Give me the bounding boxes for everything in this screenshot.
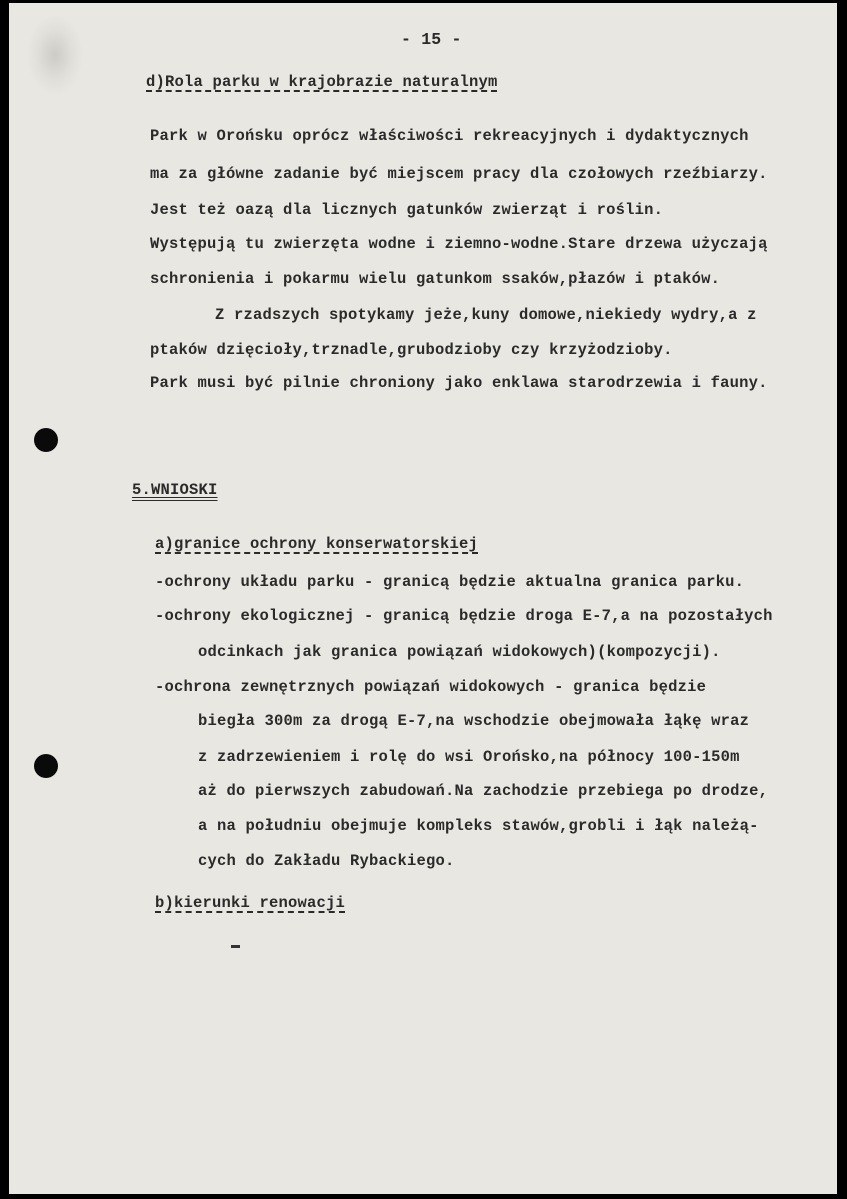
punch-hole-bottom	[34, 754, 58, 778]
paragraph-line: Jest też oazą dla licznych gatunków zwierząt i roślin.	[150, 201, 664, 219]
paragraph-line: Występują tu zwierzęta wodne i ziemno-wodne.Stare drzewa użyczają	[150, 235, 768, 253]
paragraph-line: Z rzadszych spotykamy jeże,kuny domowe,niekiedy wydry,a z	[215, 306, 757, 324]
paragraph-line: ptaków dzięcioły,trznadle,grubodzioby czy krzyżodzioby.	[150, 341, 673, 359]
dash-mark	[231, 945, 240, 948]
section-5-heading: 5.WNIOSKI	[132, 481, 218, 499]
subsection-a-heading: a)granice ochrony konserwatorskiej	[155, 535, 479, 553]
page-number: - 15 -	[401, 30, 462, 49]
paragraph-line: Park w Orońsku oprócz właściwości rekreacyjnych i dydaktycznych	[150, 127, 749, 145]
list-line: -ochrony ekologicznej - granicą będzie droga E-7,a na pozostałych	[155, 607, 773, 625]
list-line: z zadrzewieniem i rolę do wsi Orońsko,na północy 100-150m	[198, 748, 740, 766]
subsection-b-heading: b)kierunki renowacji	[155, 894, 346, 912]
list-line: biegła 300m za drogą E-7,na wschodzie obejmowała łąkę wraz	[198, 712, 750, 730]
list-line: -ochrony układu parku - granicą będzie aktualna granica parku.	[155, 573, 745, 591]
paragraph-line: schronienia i pokarmu wielu gatunkom ssaków,płazów i ptaków.	[150, 270, 721, 288]
list-line: a na południu obejmuje kompleks stawów,grobli i łąk należą-	[198, 817, 759, 835]
list-line: -ochrona zewnętrznych powiązań widokowych - granica będzie	[155, 678, 707, 696]
paragraph-line: Park musi być pilnie chroniony jako enklawa starodrzewia i fauny.	[150, 374, 768, 392]
document-page	[9, 3, 837, 1194]
paragraph-line: ma za główne zadanie być miejscem pracy dla czołowych rzeźbiarzy.	[150, 165, 768, 183]
paper-smudge	[27, 15, 83, 95]
list-line: cych do Zakładu Rybackiego.	[198, 852, 455, 870]
list-line: odcinkach jak granica powiązań widokowych)(kompozycji).	[198, 643, 721, 661]
section-d-heading: d)Rola parku w krajobrazie naturalnym	[146, 73, 498, 91]
list-line: aż do pierwszych zabudowań.Na zachodzie przebiega po drodze,	[198, 782, 769, 800]
punch-hole-top	[34, 428, 58, 452]
